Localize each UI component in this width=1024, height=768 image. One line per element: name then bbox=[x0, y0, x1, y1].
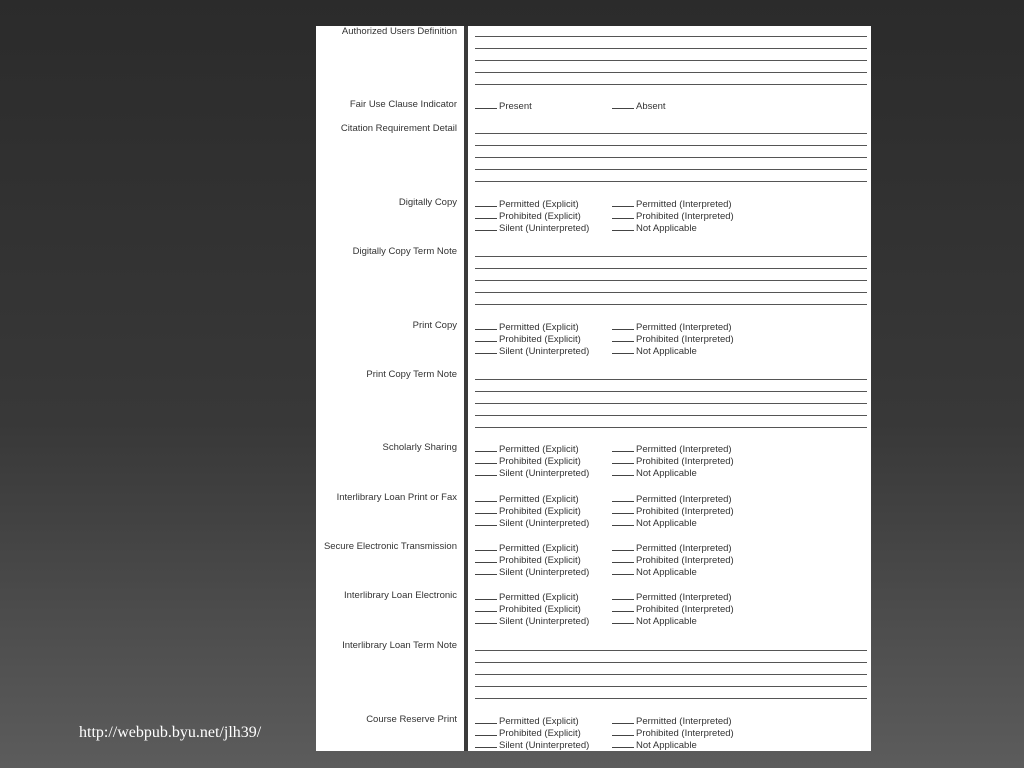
option-permitted-explicit[interactable]: Permitted (Explicit) bbox=[475, 197, 579, 211]
digitally-copy-note-line[interactable] bbox=[475, 280, 867, 281]
checkbox-blank[interactable] bbox=[475, 565, 497, 575]
checkbox-blank[interactable] bbox=[612, 442, 634, 452]
checkbox-blank[interactable] bbox=[475, 726, 497, 736]
authorized-users-line[interactable] bbox=[475, 48, 867, 49]
checkbox-blank[interactable] bbox=[475, 197, 497, 207]
checkbox-blank[interactable] bbox=[475, 442, 497, 452]
option-prohibited-explicit[interactable]: Prohibited (Explicit) bbox=[475, 209, 581, 223]
checkbox-blank[interactable] bbox=[475, 454, 497, 464]
print-copy-label: Print Copy bbox=[412, 320, 457, 331]
form-divider bbox=[464, 26, 468, 751]
checkbox-blank[interactable] bbox=[475, 553, 497, 563]
option-not-applicable[interactable]: Not Applicable bbox=[612, 221, 697, 235]
ill-electronic-label: Interlibrary Loan Electronic bbox=[344, 590, 457, 601]
course-reserve-print-label: Course Reserve Print bbox=[366, 714, 457, 725]
option-prohibited-interpreted[interactable]: Prohibited (Interpreted) bbox=[612, 332, 734, 346]
checkbox-blank[interactable] bbox=[612, 614, 634, 624]
option-permitted-interpreted[interactable]: Permitted (Interpreted) bbox=[612, 714, 732, 728]
option-prohibited-interpreted[interactable]: Prohibited (Interpreted) bbox=[612, 209, 734, 223]
checkbox-blank[interactable] bbox=[475, 332, 497, 342]
checkbox-blank[interactable] bbox=[612, 492, 634, 502]
checkbox-blank[interactable] bbox=[475, 614, 497, 624]
option-not-applicable[interactable]: Not Applicable bbox=[612, 344, 697, 358]
option-permitted-explicit[interactable]: Permitted (Explicit) bbox=[475, 442, 579, 456]
checkbox-blank[interactable] bbox=[475, 344, 497, 354]
option-permitted-explicit[interactable]: Permitted (Explicit) bbox=[475, 590, 579, 604]
checkbox-blank[interactable] bbox=[475, 221, 497, 231]
print-copy-note-line[interactable] bbox=[475, 379, 867, 380]
ill-print-fax-label: Interlibrary Loan Print or Fax bbox=[336, 492, 457, 503]
digitally-copy-note-line[interactable] bbox=[475, 256, 867, 257]
checkbox-blank[interactable] bbox=[612, 541, 634, 551]
checkbox-blank[interactable] bbox=[475, 516, 497, 526]
option-permitted-explicit[interactable]: Permitted (Explicit) bbox=[475, 492, 579, 506]
option-silent-uninterpreted[interactable]: Silent (Uninterpreted) bbox=[475, 614, 589, 628]
option-prohibited-explicit[interactable]: Prohibited (Explicit) bbox=[475, 726, 581, 740]
option-not-applicable[interactable]: Not Applicable bbox=[612, 565, 697, 579]
option-prohibited-interpreted[interactable]: Prohibited (Interpreted) bbox=[612, 454, 734, 468]
ill-note-line[interactable] bbox=[475, 686, 867, 687]
option-prohibited-explicit[interactable]: Prohibited (Explicit) bbox=[475, 602, 581, 616]
checkbox-blank[interactable] bbox=[475, 602, 497, 612]
authorized-users-line[interactable] bbox=[475, 84, 867, 85]
option-permitted-interpreted[interactable]: Permitted (Interpreted) bbox=[612, 492, 732, 506]
checkbox-blank[interactable] bbox=[475, 492, 497, 502]
digitally-copy-label: Digitally Copy bbox=[398, 197, 457, 208]
option-permitted-explicit[interactable]: Permitted (Explicit) bbox=[475, 541, 579, 555]
checkbox-blank[interactable] bbox=[612, 565, 634, 575]
ill-note-line[interactable] bbox=[475, 650, 867, 651]
option-permitted-interpreted[interactable]: Permitted (Interpreted) bbox=[612, 197, 732, 211]
checkbox-blank[interactable] bbox=[612, 209, 634, 219]
authorized-users-line[interactable] bbox=[475, 60, 867, 61]
checkbox-blank[interactable] bbox=[475, 541, 497, 551]
checkbox-blank[interactable] bbox=[475, 99, 497, 109]
checkbox-blank[interactable] bbox=[612, 344, 634, 354]
authorized-users-line[interactable] bbox=[475, 72, 867, 73]
authorized-users-line[interactable] bbox=[475, 36, 867, 37]
option-silent-uninterpreted[interactable]: Silent (Uninterpreted) bbox=[475, 344, 589, 358]
citation-line[interactable] bbox=[475, 133, 867, 134]
checkbox-blank[interactable] bbox=[612, 553, 634, 563]
option-silent-uninterpreted[interactable]: Silent (Uninterpreted) bbox=[475, 466, 589, 480]
checkbox-blank[interactable] bbox=[612, 454, 634, 464]
print-copy-note-line[interactable] bbox=[475, 403, 867, 404]
checkbox-blank[interactable] bbox=[612, 714, 634, 724]
digitally-copy-note-line[interactable] bbox=[475, 268, 867, 269]
checkbox-blank[interactable] bbox=[475, 466, 497, 476]
print-copy-note-line[interactable] bbox=[475, 415, 867, 416]
option-silent-uninterpreted[interactable]: Silent (Uninterpreted) bbox=[475, 221, 589, 235]
option-permitted-interpreted[interactable]: Permitted (Interpreted) bbox=[612, 590, 732, 604]
checkbox-blank[interactable] bbox=[612, 726, 634, 736]
ill-note-line[interactable] bbox=[475, 674, 867, 675]
authorized-users-label: Authorized Users Definition bbox=[341, 26, 457, 37]
option-silent-uninterpreted[interactable]: Silent (Uninterpreted) bbox=[475, 565, 589, 579]
option-prohibited-explicit[interactable]: Prohibited (Explicit) bbox=[475, 332, 581, 346]
ill-note-label: Interlibrary Loan Term Note bbox=[342, 640, 457, 651]
checkbox-blank[interactable] bbox=[475, 504, 497, 514]
option-not-applicable[interactable]: Not Applicable bbox=[612, 516, 697, 530]
checkbox-blank[interactable] bbox=[612, 320, 634, 330]
option-permitted-interpreted[interactable]: Permitted (Interpreted) bbox=[612, 442, 732, 456]
source-url: http://webpub.byu.net/jlh39/ bbox=[79, 724, 262, 741]
option-prohibited-explicit[interactable]: Prohibited (Explicit) bbox=[475, 553, 581, 567]
option-prohibited-explicit[interactable]: Prohibited (Explicit) bbox=[475, 454, 581, 468]
option-prohibited-explicit[interactable]: Prohibited (Explicit) bbox=[475, 504, 581, 518]
digitally-copy-note-line[interactable] bbox=[475, 292, 867, 293]
option-not-applicable[interactable]: Not Applicable bbox=[612, 466, 697, 480]
citation-line[interactable] bbox=[475, 169, 867, 170]
digitally-copy-note-label: Digitally Copy Term Note bbox=[352, 246, 457, 257]
option-prohibited-interpreted[interactable]: Prohibited (Interpreted) bbox=[612, 726, 734, 740]
option-permitted-explicit[interactable]: Permitted (Explicit) bbox=[475, 320, 579, 334]
digitally-copy-note-line[interactable] bbox=[475, 304, 867, 305]
checkbox-blank[interactable] bbox=[475, 209, 497, 219]
checkbox-blank[interactable] bbox=[612, 590, 634, 600]
checkbox-blank[interactable] bbox=[612, 516, 634, 526]
option-not-applicable[interactable]: Not Applicable bbox=[612, 614, 697, 628]
option-silent-uninterpreted[interactable]: Silent (Uninterpreted) bbox=[475, 738, 589, 751]
checkbox-blank[interactable] bbox=[475, 714, 497, 724]
citation-label: Citation Requirement Detail bbox=[340, 123, 457, 134]
ill-note-line[interactable] bbox=[475, 662, 867, 663]
option-not-applicable[interactable]: Not Applicable bbox=[612, 738, 697, 751]
checkbox-blank[interactable] bbox=[612, 504, 634, 514]
option-permitted-interpreted[interactable]: Permitted (Interpreted) bbox=[612, 541, 732, 555]
license-form-page bbox=[316, 26, 871, 751]
option-prohibited-interpreted[interactable]: Prohibited (Interpreted) bbox=[612, 553, 734, 567]
print-copy-note-line[interactable] bbox=[475, 427, 867, 428]
fair-use-label: Fair Use Clause Indicator bbox=[349, 99, 457, 110]
checkbox-blank[interactable] bbox=[612, 466, 634, 476]
checkbox-blank[interactable] bbox=[612, 332, 634, 342]
option-prohibited-interpreted[interactable]: Prohibited (Interpreted) bbox=[612, 504, 734, 518]
ill-note-line[interactable] bbox=[475, 698, 867, 699]
checkbox-blank[interactable] bbox=[612, 197, 634, 207]
checkbox-blank[interactable] bbox=[612, 602, 634, 612]
checkbox-blank[interactable] bbox=[475, 320, 497, 330]
checkbox-blank[interactable] bbox=[612, 738, 634, 748]
citation-line[interactable] bbox=[475, 145, 867, 146]
print-copy-note-label: Print Copy Term Note bbox=[366, 369, 457, 380]
option-permitted-explicit[interactable]: Permitted (Explicit) bbox=[475, 714, 579, 728]
fair-use-absent-option[interactable]: Absent bbox=[612, 99, 666, 113]
citation-line[interactable] bbox=[475, 181, 867, 182]
option-permitted-interpreted[interactable]: Permitted (Interpreted) bbox=[612, 320, 732, 334]
checkbox-blank[interactable] bbox=[475, 738, 497, 748]
secure-transmission-label: Secure Electronic Transmission bbox=[323, 541, 457, 552]
option-prohibited-interpreted[interactable]: Prohibited (Interpreted) bbox=[612, 602, 734, 616]
fair-use-present-option[interactable]: Present bbox=[475, 99, 532, 113]
checkbox-blank[interactable] bbox=[475, 590, 497, 600]
scholarly-sharing-label: Scholarly Sharing bbox=[382, 442, 457, 453]
checkbox-blank[interactable] bbox=[612, 221, 634, 231]
checkbox-blank[interactable] bbox=[612, 99, 634, 109]
citation-line[interactable] bbox=[475, 157, 867, 158]
print-copy-note-line[interactable] bbox=[475, 391, 867, 392]
option-silent-uninterpreted[interactable]: Silent (Uninterpreted) bbox=[475, 516, 589, 530]
